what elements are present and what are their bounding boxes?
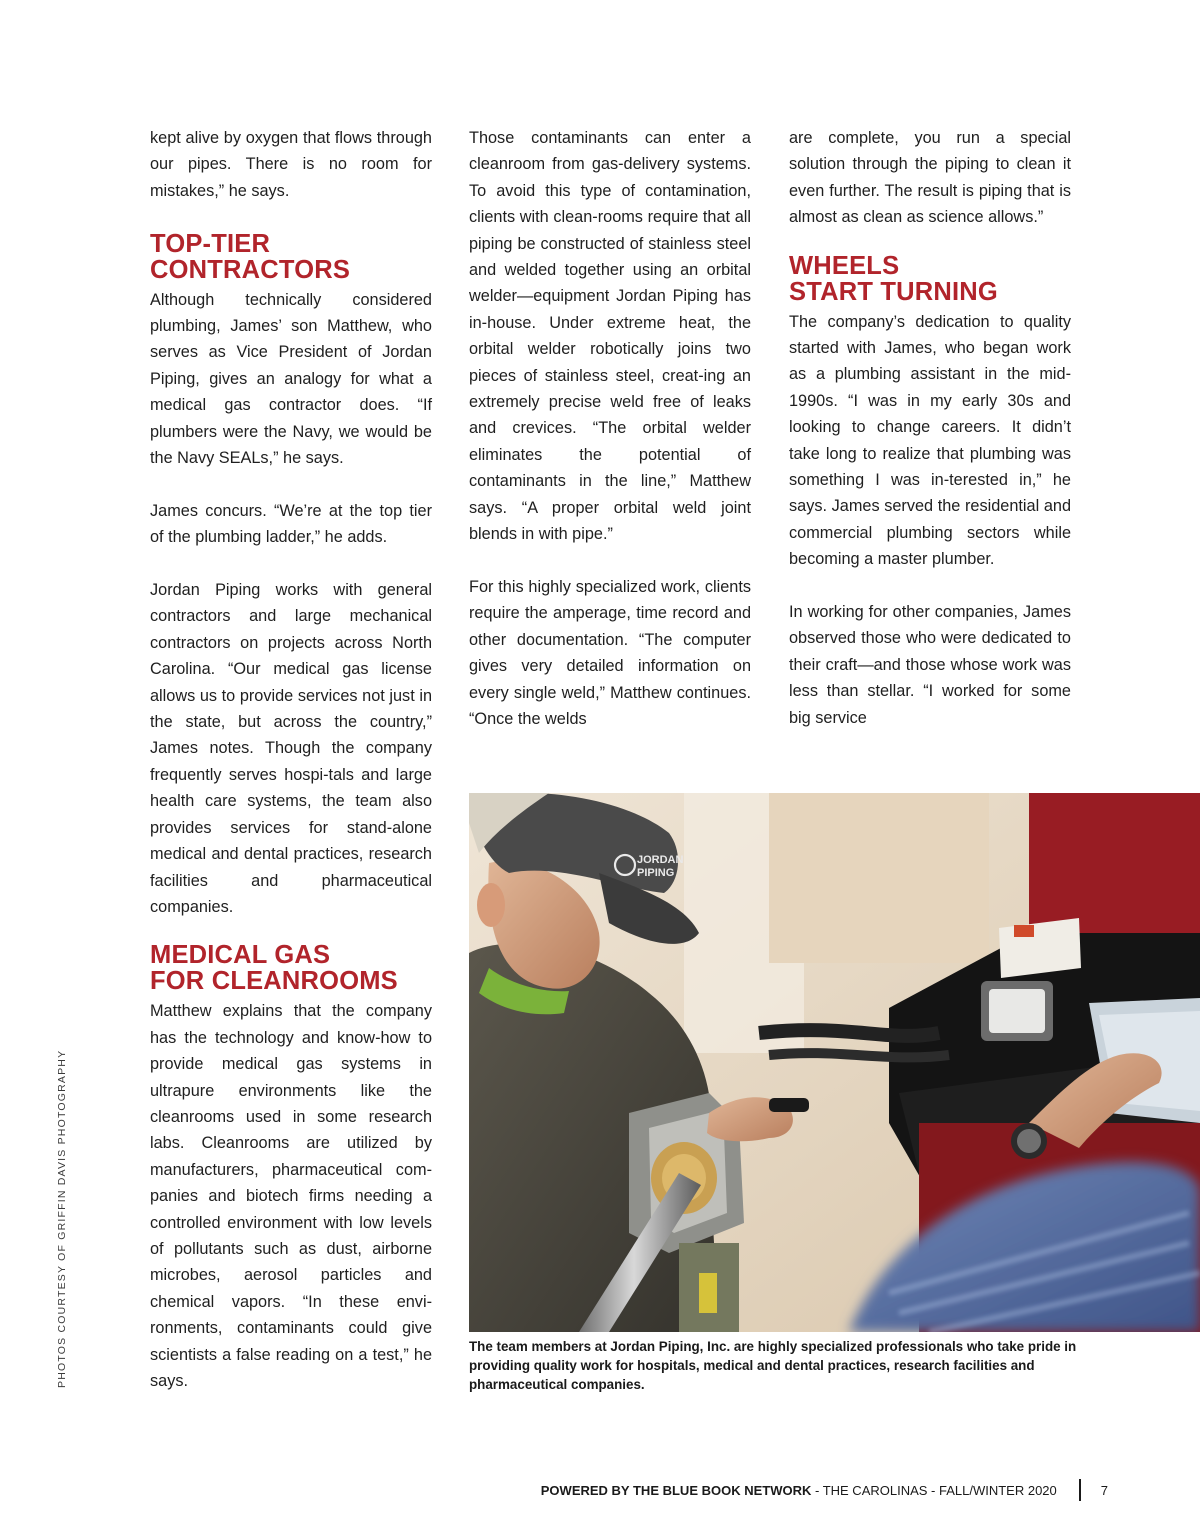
paragraph: The company’s dedication to quality started with James, who began work as a plumbing assistant in the mid-1990s. “I was in my early 30s and looking to change careers. It didn’t take long to realize that plumbing was something I was in-terested in,” he says. James served the residential and commercial plumbing sectors while becoming a master plumber. bbox=[789, 312, 1071, 569]
article-column-1 bbox=[150, 125, 432, 1421]
paragraph: Although technically considered plumbing, James’ son Matthew, who serves as Vice President of Jordan Piping, gives an analogy for what a medical gas contractor does. “If plumbers were the Navy, we would be the Navy SEALs,” he says. bbox=[150, 290, 432, 468]
heading-line: CONTRACTORS bbox=[150, 255, 351, 284]
heading-line: START TURNING bbox=[789, 277, 998, 306]
cap-logo-text: PIPING bbox=[637, 867, 675, 879]
paragraph: Matthew explains that the company has the technology and know-how to provide medical gas systems in ultrapure environments like the cleanrooms used in some research labs. Cleanrooms are utilized by manufacturers, pharmaceutical com-panies and biotech firms needing a controlled environment with low levels of pollutants such as dust, airborne microbes, aerosol particles and chemical vapors. “In these envi-ronments, contaminants could give scientists a false reading on a test,” he says. bbox=[150, 1002, 432, 1391]
heading-line: TOP-TIER bbox=[150, 229, 271, 258]
heading-line: WHEELS bbox=[789, 251, 900, 280]
heading-line: MEDICAL GAS bbox=[150, 941, 331, 970]
section-heading-wheels bbox=[789, 253, 1071, 305]
footer-issue: - THE CAROLINAS - FALL/WINTER 2020 bbox=[811, 1482, 1057, 1498]
section-heading-medical-gas bbox=[150, 942, 432, 994]
article-photo bbox=[469, 793, 1200, 1332]
page-number: 7 bbox=[1100, 1482, 1108, 1498]
footer-brand: POWERED BY THE BLUE BOOK NETWORK bbox=[540, 1482, 812, 1498]
footer-divider bbox=[1079, 1479, 1081, 1501]
article-column-3 bbox=[789, 125, 1071, 758]
page-footer bbox=[541, 1479, 1108, 1501]
photo-caption: The team members at Jordan Piping, Inc. are highly specialized professionals who take pride in providing quality work for hospitals, medical and dental practices, research facilities and pharmaceutical companies. bbox=[469, 1339, 1077, 1392]
photo-credit: PHOTOS COURTESY OF GRIFFIN DAVIS PHOTOGRAPHY bbox=[56, 1049, 68, 1388]
paragraph: kept alive by oxygen that flows through our pipes. There is no room for mistakes,” he says. bbox=[150, 129, 432, 200]
article-column-2 bbox=[469, 125, 751, 759]
section-heading-top-tier bbox=[150, 231, 432, 283]
cap-logo-text: JORDAN bbox=[637, 854, 684, 866]
paragraph: Jordan Piping works with general contractors and large mechanical contractors on projects across North Carolina. “Our medical gas license allows us to provide services not just in the state, but across the country,” James notes. Though the company frequently serves hospi-tals and large health care systems, the team also provides services for stand-alone medical and dental practices, research facilities and pharmaceutical companies. bbox=[150, 581, 432, 916]
paragraph: are complete, you run a special solution through the piping to clean it even further. The result is piping that is almost as clean as science allows.” bbox=[789, 129, 1071, 227]
paragraph: James concurs. “We’re at the top tier of the plumbing ladder,” he adds. bbox=[150, 501, 432, 547]
photo-illustration bbox=[469, 793, 1200, 1332]
paragraph: In working for other companies, James observed those who were dedicated to their craft—and those whose work was less than stellar. “I worked for some big service bbox=[789, 603, 1071, 727]
paragraph: Those contaminants can enter a cleanroom from gas-delivery systems. To avoid this type of contamination, clients with clean-rooms require that all piping be constructed of stainless steel and welded together using an orbital welder—equipment Jordan Piping has in-house. Under extreme heat, the orbital welder robotically joins two pieces of stainless steel, creat-ing an extremely precise weld free of leaks and crevices. “The orbital welder eliminates the potential of contaminants in the line,” Matthew says. “A proper orbital weld joint blends in with pipe.” bbox=[469, 129, 751, 544]
paragraph: For this highly specialized work, clients require the amperage, time record and other documentation. “The computer gives very detailed information on every single weld,” Matthew continues. “Once the welds bbox=[469, 577, 751, 728]
heading-line: FOR CLEANROOMS bbox=[150, 967, 398, 996]
